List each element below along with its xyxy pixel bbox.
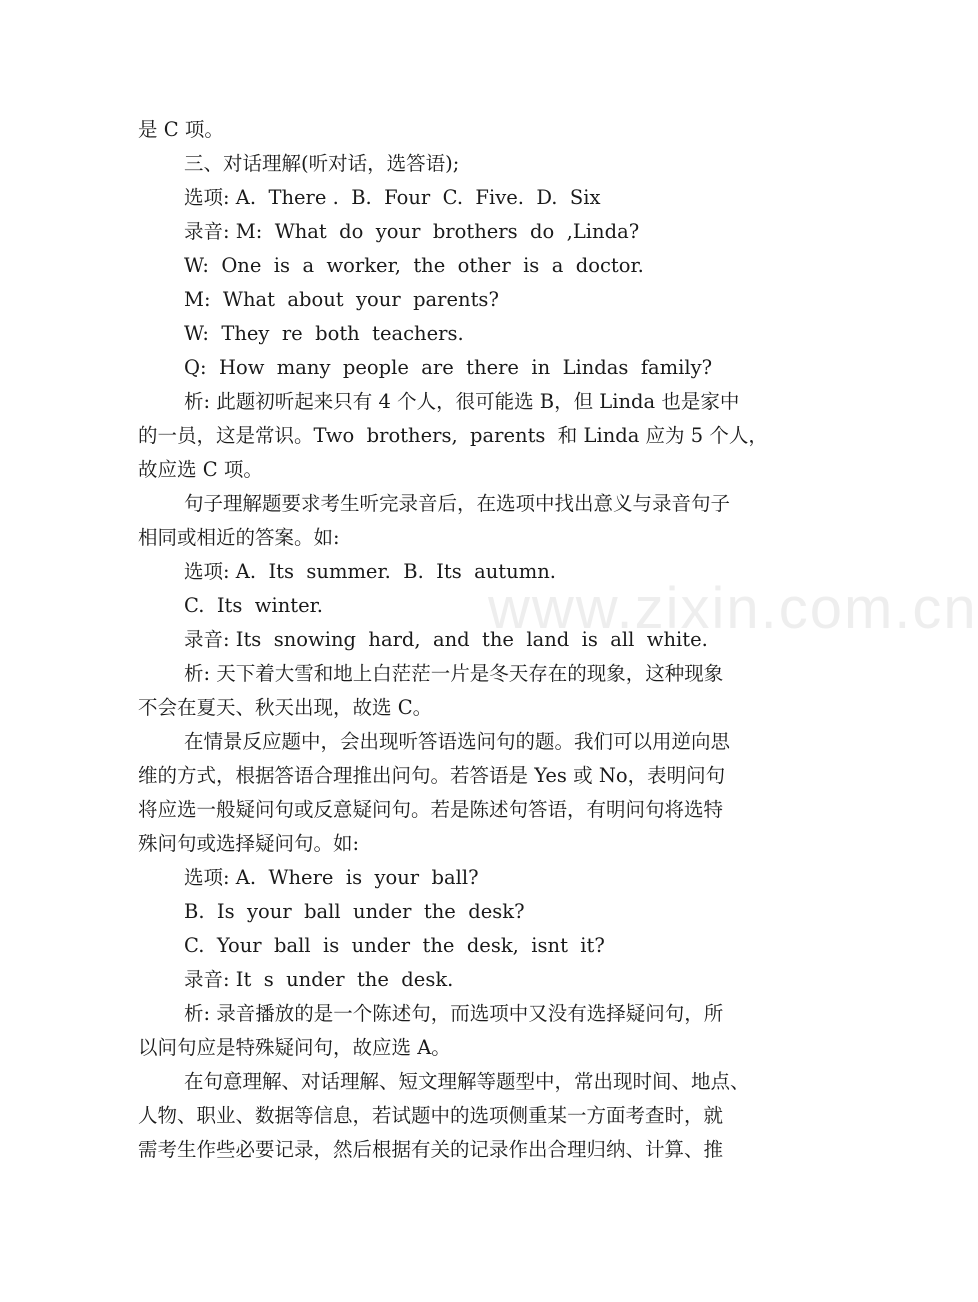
text-line: M: What about your parents? — [184, 288, 499, 311]
text-line: C. Its winter. — [184, 594, 324, 617]
section-heading: 三、对话理解(听对话，选答语); — [184, 152, 460, 175]
text-line: 的一员，这是常识。Two brothers, parents 和 Linda 应为 5 个人， — [138, 424, 768, 447]
text-line: 选项: A. Its summer. B. Its autumn. — [184, 560, 556, 583]
text-line: Q: How many people are there in Lindas family? — [184, 356, 713, 379]
text-line: 析: 录音播放的是一个陈述句，而选项中又没有选择疑问句，所 — [184, 1002, 724, 1025]
text-line: 析: 此题初听起来只有 4 个人，很可能选 B，但 Linda 也是家中 — [184, 390, 740, 413]
watermark: www.zixin.com.cn — [488, 576, 978, 641]
text-line: B. Is your ball under the desk? — [184, 900, 525, 923]
text-line: 需考生作些必要记录，然后根据有关的记录作出合理归纳、计算、推 — [138, 1138, 724, 1161]
text-line: 析: 天下着大雪和地上白茫茫一片是冬天存在的现象，这种现象 — [184, 662, 724, 685]
text-line: 相同或相近的答案。如: — [138, 526, 340, 549]
text-line: 以问句应是特殊疑问句，故应选 A。 — [138, 1036, 451, 1059]
text-line: 选项: A. Where is your ball? — [184, 866, 479, 889]
document-body — [138, 113, 788, 1167]
text-line: 故应选 C 项。 — [138, 458, 263, 481]
text-line: W: They re both teachers. — [184, 322, 464, 345]
text-line: 维的方式，根据答语合理推出问句。若答语是 Yes 或 No，表明问句 — [138, 764, 726, 787]
text-line: 不会在夏天、秋天出现，故选 C。 — [138, 696, 433, 719]
text-line: 殊问句或选择疑问句。如: — [138, 832, 360, 855]
text-line: 人物、职业、数据等信息，若试题中的选项侧重某一方面考查时，就 — [138, 1104, 724, 1127]
text-line: 录音: M: What do your brothers do ,Linda? — [184, 220, 640, 243]
text-line: 句子理解题要求考生听完录音后，在选项中找出意义与录音句子 — [184, 492, 731, 515]
text-line: 录音: Its snowing hard, and the land is all white. — [184, 628, 708, 651]
text-line: C. Your ball is under the desk, isnt it? — [184, 934, 605, 957]
text-line: W: One is a worker, the other is a doctor. — [184, 254, 644, 277]
text-line: 在句意理解、对话理解、短文理解等题型中，常出现时间、地点、 — [184, 1070, 750, 1093]
text-line: 在情景反应题中，会出现听答语选问句的题。我们可以用逆向思 — [184, 730, 731, 753]
text-line: 是 C 项。 — [138, 118, 224, 141]
text-line: 将应选一般疑问句或反意疑问句。若是陈述句答语，有明问句将选特 — [138, 798, 724, 821]
text-line: 录音: It s under the desk. — [184, 968, 454, 991]
text-line: 选项: A. There . B. Four C. Five. D. Six — [184, 186, 601, 209]
